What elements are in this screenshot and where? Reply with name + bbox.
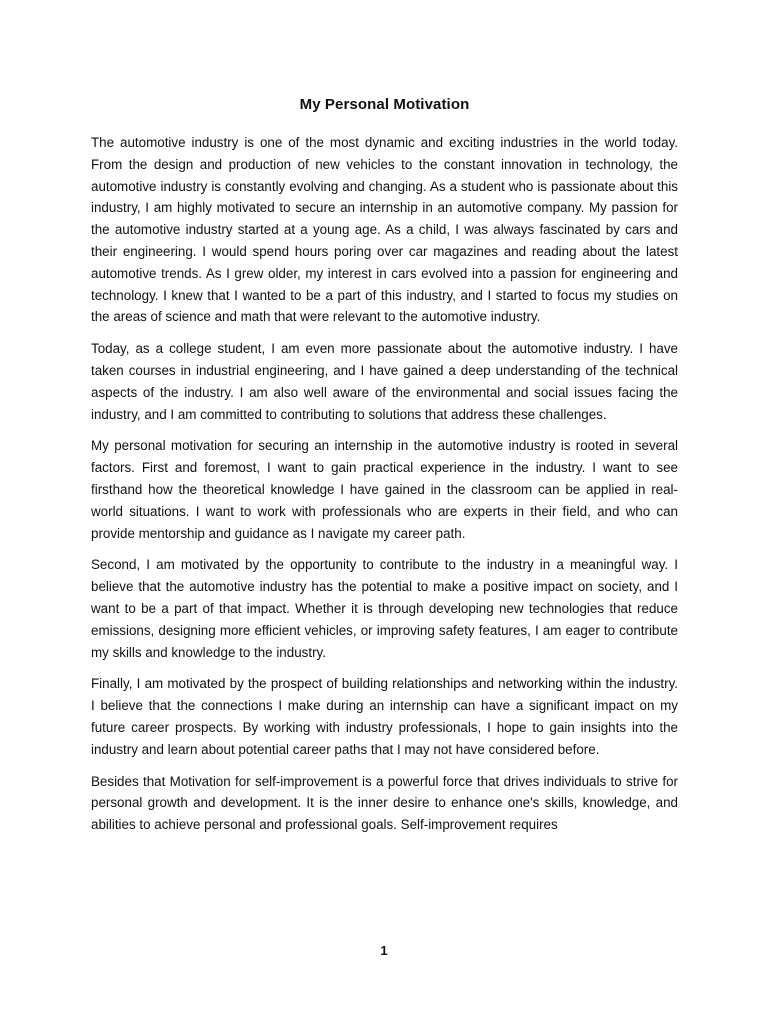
page-number: 1 — [380, 943, 388, 958]
paragraph-3: My personal motivation for securing an internship in the automotive industry is rooted in several factors. First and foremost, I want to gain practical experience in the industry. I want to see firsthand how the theoretical knowledge I have gained in the classroom can be applied in real-world situations. I want to work with professionals who are experts in their field, and who can provide mentorship and guidance as I navigate my career path. — [91, 438, 678, 541]
paragraph-1: The automotive industry is one of the most dynamic and exciting industries in the world today. From the design and production of new vehicles to the constant innovation in technology, the automotive industry is constantly evolving and changing. As a student who is passionate about this industry, I am highly motivated to secure an internship in an automotive company. My passion for the automotive industry started at a young age. As a child, I was always fascinated by cars and their engineering. I would spend hours poring over car magazines and reading about the latest automotive trends. As I grew older, my interest in cars evolved into a passion for engineering and technology. I knew that I wanted to be a part of this industry, and I started to focus my studies on the areas of science and math that were relevant to the automotive industry. — [91, 135, 678, 325]
paragraph-4: Second, I am motivated by the opportunity to contribute to the industry in a meaningful way. I believe that the automotive industry has the potential to make a positive impact on society, and I want to be a part of that impact. Whether it is through developing new technologies that reduce emissions, designing more efficient vehicles, or improving safety features, I am eager to contribute my skills and knowledge to the industry. — [91, 557, 678, 660]
document-title: My Personal Motivation — [299, 96, 470, 113]
paragraph-2: Today, as a college student, I am even more passionate about the automotive industry. I have taken courses in industrial engineering, and I have gained a deep understanding of the technical aspects of the industry. I am also well aware of the environmental and social issues facing the industry, and I am committed to contributing to solutions that address these challenges. — [91, 341, 678, 422]
paragraph-5: Finally, I am motivated by the prospect of building relationships and networking within the industry. I believe that the connections I make during an internship can have a significant impact on my future career prospects. By working with industry professionals, I hope to gain insights into the industry and learn about potential career paths that I may not have considered before. — [91, 676, 678, 757]
page-content — [91, 94, 678, 846]
paragraph-6: Besides that Motivation for self-improvement is a powerful force that drives individuals to strive for personal growth and development. It is the inner desire to enhance one's skills, knowledge, and abilities to achieve personal and professional goals. Self-improvement requires — [91, 773, 678, 833]
